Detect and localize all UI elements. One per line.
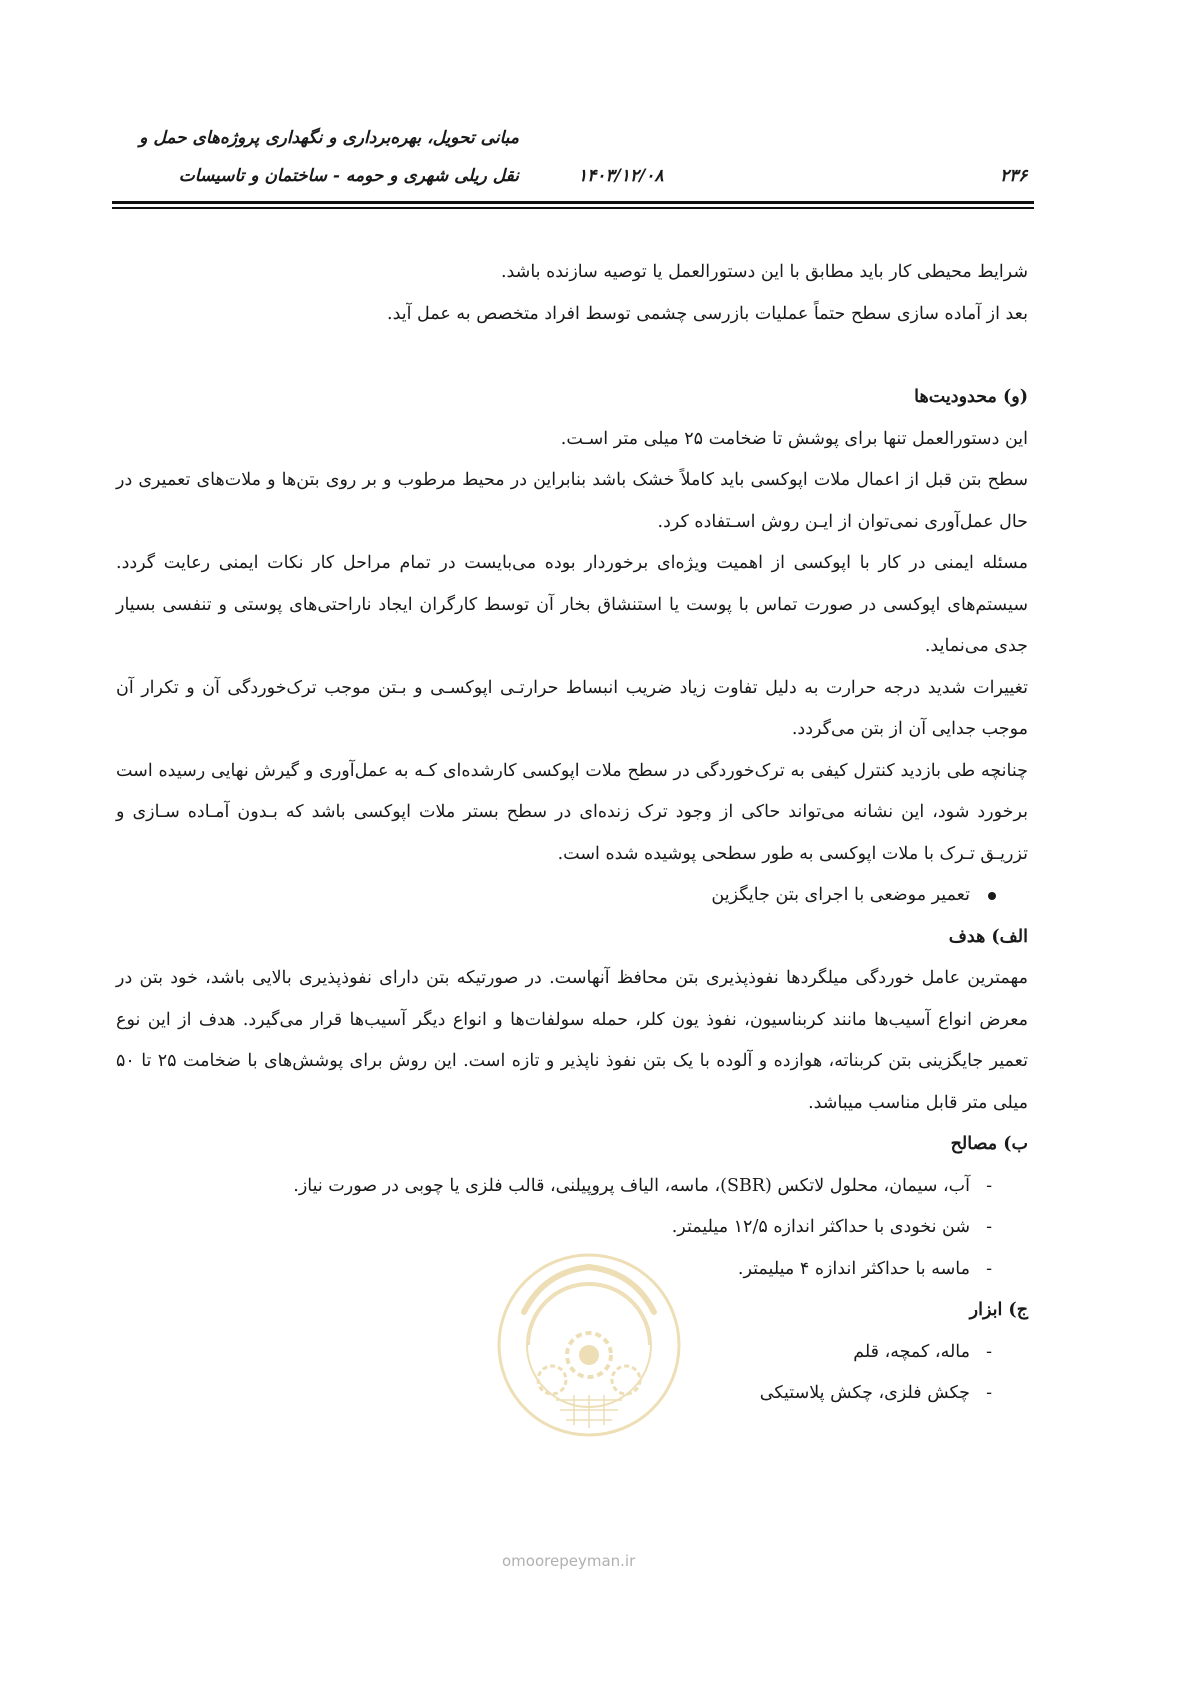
header-rule-thick xyxy=(112,201,1034,204)
paragraph: این دستورالعمل تنها برای پوشش تا ضخامت ۲۵ میلی متر اسـت. xyxy=(560,428,1028,449)
page-header xyxy=(0,0,1191,230)
section-heading-limits: (و) محدودیت‌ها xyxy=(914,387,1028,407)
paragraph: سطح بتن قبل از اعمال ملات اپوکسی باید کاملاً خشک باشد بنابراین در محیط مرطوب و بر روی بتن‌ها و ملات‌های تعمیری در حال عمل‌آوری نمی‌توان از ایـن روش اسـتفاده کرد. xyxy=(116,470,1028,532)
paragraph: بعد از آماده سازی سطح حتماً عملیات بازرسی چشمی توسط افراد متخصص به عمل آید. xyxy=(387,303,1028,324)
paragraph: تغییرات شدید درجه حرارت به دلیل تفاوت زیاد ضریب انبساط حرارتـی اپوکسـی و بـتن موجب ترک‌خوردگی آن و تکرار آن موجب جدایی آن از بتن می‌گردد. xyxy=(116,677,1028,739)
list-item: - ماله، کمچه، قلم xyxy=(116,1332,1028,1374)
paragraph: مهمترین عامل خوردگی میلگردها نفوذپذیری بتن محافظ آنهاست. در صورتیکه بتن دارای نفوذپذیری بالایی باشد، خود بتن در معرض انواع آسیب‌ها مانند کربناسیون، نفوذ یون کلر، حمله سولفات‌ها و انواع دیگر آسیب‌ها قرار می‌گیرد. هدف از این نوع تعمیر جایگزینی بتن کربناته، هوازده و آلوده با یک بتن نفوذ ناپذیر و تازه است. این روش برای پوشش‌های با ضخامت ۲۵ تا ۵۰ میلی متر قابل مناسب میباشد. xyxy=(116,968,1028,1113)
paragraph: مسئله ایمنی در کار با اپوکسی از اهمیت ویژه‌ای برخوردار بوده می‌بایست در تمام مراحل کار نکات ایمنی رعایت گردد. سیستم‌های اپوکسی در صورت تماس با پوست یا استنشاق بخار آن توسط کارگران ایجاد ناراحتی‌های پوستی و تنفسی بسیار جدی می‌نماید. xyxy=(116,553,1028,656)
watermark-logo-icon xyxy=(494,1250,684,1440)
bullet-item: تعمیر موضعی با اجرای بتن جایگزین xyxy=(116,875,1028,917)
list-item: - آب، سیمان، محلول لاتکس (SBR)، ماسه، الیاف پروپیلنی، قالب فلزی یا چوبی در صورت نیاز. xyxy=(116,1166,1028,1208)
paragraph: شرایط محیطی کار باید مطابق با این دستورالعمل یا توصیه سازنده باشد. xyxy=(500,262,1028,282)
paragraph: چنانچه طی بازدید کنترل کیفی به ترک‌خوردگی در سطح ملات اپوکسی کارشده‌ای کـه به عمل‌آوری و گیرش نهایی رسیده است برخورد شود، این نشانه می‌تواند حاکی از وجود ترک زنده‌ای در سطح بستر ملات اپوکسی باشد که بـدون آمـاده سـازی و تزریـق تـرک با ملات اپوکسی به طور سطحی پوشیده شده است. xyxy=(116,760,1028,864)
section-heading-materials: ب) مصالح xyxy=(950,1134,1028,1154)
list-item: - شن نخودی با حداکثر اندازه ۱۲/۵ میلیمتر. xyxy=(116,1207,1028,1249)
header-title-line2: نقل ریلی شهری و حومه - ساختمان و تاسیسات xyxy=(178,166,519,186)
bullet-list xyxy=(116,875,1028,917)
watermark-url: omoorepeyman.ir xyxy=(502,1552,636,1570)
header-date: ۱۴۰۳/۱۲/۰۸ xyxy=(578,166,664,186)
spacer xyxy=(116,335,1028,377)
header-title-line1: مبانی تحویل، بهره‌برداری و نگهداری پروژه‌های حمل و xyxy=(139,128,519,148)
header-rule-thin xyxy=(112,207,1034,209)
section-heading-tools: ج) ابزار xyxy=(969,1300,1028,1320)
list-item: - ماسه با حداکثر اندازه ۴ میلیمتر. xyxy=(116,1249,1028,1291)
page-number: ۲۳۶ xyxy=(1000,166,1028,186)
section-heading-goal: الف) هدف xyxy=(948,926,1028,947)
list-item: - چکش فلزی، چکش پلاستیکی xyxy=(116,1373,1028,1415)
body-text xyxy=(116,252,1028,1415)
